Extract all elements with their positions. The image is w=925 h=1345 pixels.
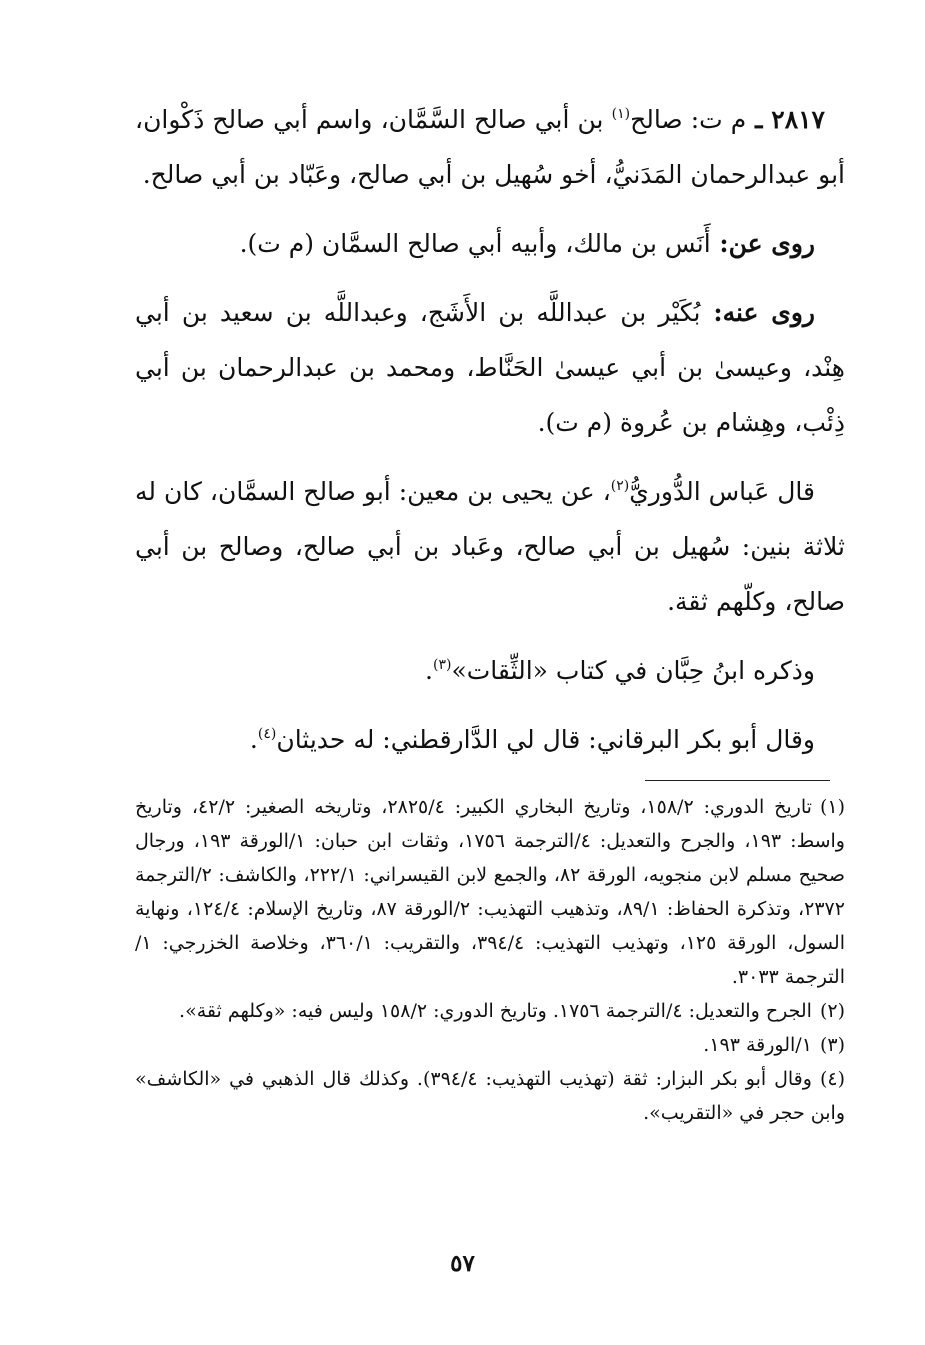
rawa-anhu-text: بُكَيْر بن عبداللَّه بن الأَشَج، وعبداللَّه بن سعيد بن أبي هِنْد، وعيسىٰ بن أبي عيسىٰ الحَنَّاط، ومحمد بن عبدالرحمان بن أبي ذِئْب، وهِشام بن عُروة (م ت). [135, 298, 845, 437]
footnote-marker-3[interactable]: (٣) [433, 657, 452, 673]
entry-number: ٢٨١٧ [771, 105, 825, 134]
footnote-1 [135, 790, 845, 994]
footnote-marker-2[interactable]: (٢) [610, 478, 630, 494]
footnote-number: (٣) [819, 1034, 845, 1056]
entry-dash: ـ [746, 105, 772, 134]
entry-text: بن أبي صالح السَّمَّان، واسم أبي صالح ذَكْوان، أبو عبدالرحمان المَدَنيُّ، أخو سُهيل بن أبي صالح، وعَبّاد بن أبي صالح. [135, 105, 845, 189]
footnote-4 [135, 1062, 845, 1130]
footnote-number: (٤) [819, 1068, 845, 1090]
ibn-hibban-paragraph [135, 643, 845, 698]
page-number: ٥٧ [450, 1250, 475, 1277]
entry-paragraph [135, 92, 845, 202]
abbas-text-a: قال عَباس الدُّوريُّ [629, 477, 815, 506]
rawa-an-paragraph [135, 216, 845, 271]
entry-codes: م ت: [682, 105, 747, 134]
footnote-text: وقال أبو بكر البزار: ثقة (تهذيب التهذيب: ٣٩٤/٤). وكذلك قال الذهبي في «الكاشف» وابن حجر في «التقريب». [135, 1068, 845, 1124]
barqani-paragraph [135, 712, 845, 767]
rawa-anhu-label: روى عنه: [700, 298, 816, 327]
abbas-paragraph [135, 464, 845, 629]
barqani-text-a: وقال أبو بكر البرقاني: قال لي الدَّارقطني: له حديثان [276, 725, 815, 754]
footnote-marker-1[interactable]: (١) [611, 106, 631, 122]
ibn-hibban-text-b: . [425, 656, 433, 685]
footnote-text: الجرح والتعديل: ٤/الترجمة ١٧٥٦. وتاريخ الدوري: ١٥٨/٢ وليس فيه: «وكلهم ثقة». [179, 1000, 812, 1022]
rawa-an-label: روى عن: [710, 229, 815, 258]
rawa-anhu-paragraph [135, 285, 845, 450]
abbas-text-b: ، عن يحيى بن معين: أبو صالح السمَّان، كان له ثلاثة بنين: سُهيل بن أبي صالح، وعَباد بن أبي صالح، وصالح بن أبي صالح، وكلّهم ثقة. [135, 477, 845, 616]
rawa-an-text: أَنَس بن مالك، وأبيه أبي صالح السمَّان (م ت). [239, 229, 711, 258]
footnote-text: ١/الورقة ١٩٣. [703, 1034, 812, 1056]
footnote-2 [135, 994, 845, 1028]
footnote-text: تاريخ الدوري: ١٥٨/٢، وتاريخ البخاري الكبير: ٢٨٢٥/٤، وتاريخه الصغير: ٤٢/٢، وتاريخ واسط: ١٩٣، والجرح والتعديل: ٤/الترجمة ١٧٥٦، وثقات ابن حبان: ١/الورقة ١٩٣، ورجال صحيح مسلم لابن منجويه، الورقة ٨٢، والجمع لابن القيسراني: ٢٢٢/١، والكاشف: ٢/الترجمة ٢٣٧٢، وتذكرة الحفاظ: ٨٩/١، وتذهيب التهذيب: ٢/الورقة ٨٧، وتاريخ الإسلام: ١٢٤/٤، ونهاية السول، الورقة ١٢٥، وتهذيب التهذيب: ٣٩٤/٤، والتقريب: ٣٦٠/١، وخلاصة الخزرجي: ١/الترجمة ٣٠٣٣. [135, 796, 845, 988]
ibn-hibban-text-a: وذكره ابنُ حِبَّان في كتاب «الثِّقات» [451, 656, 815, 685]
footnote-marker-4[interactable]: (٤) [257, 726, 277, 742]
entry-name: صالح [630, 105, 683, 134]
footnote-3 [135, 1028, 845, 1062]
footnote-number: (٢) [819, 1000, 845, 1022]
footnote-separator [645, 780, 830, 781]
main-text [135, 92, 845, 781]
footnotes [135, 790, 845, 1130]
barqani-text-b: . [249, 725, 258, 754]
footnote-number: (١) [819, 796, 846, 818]
